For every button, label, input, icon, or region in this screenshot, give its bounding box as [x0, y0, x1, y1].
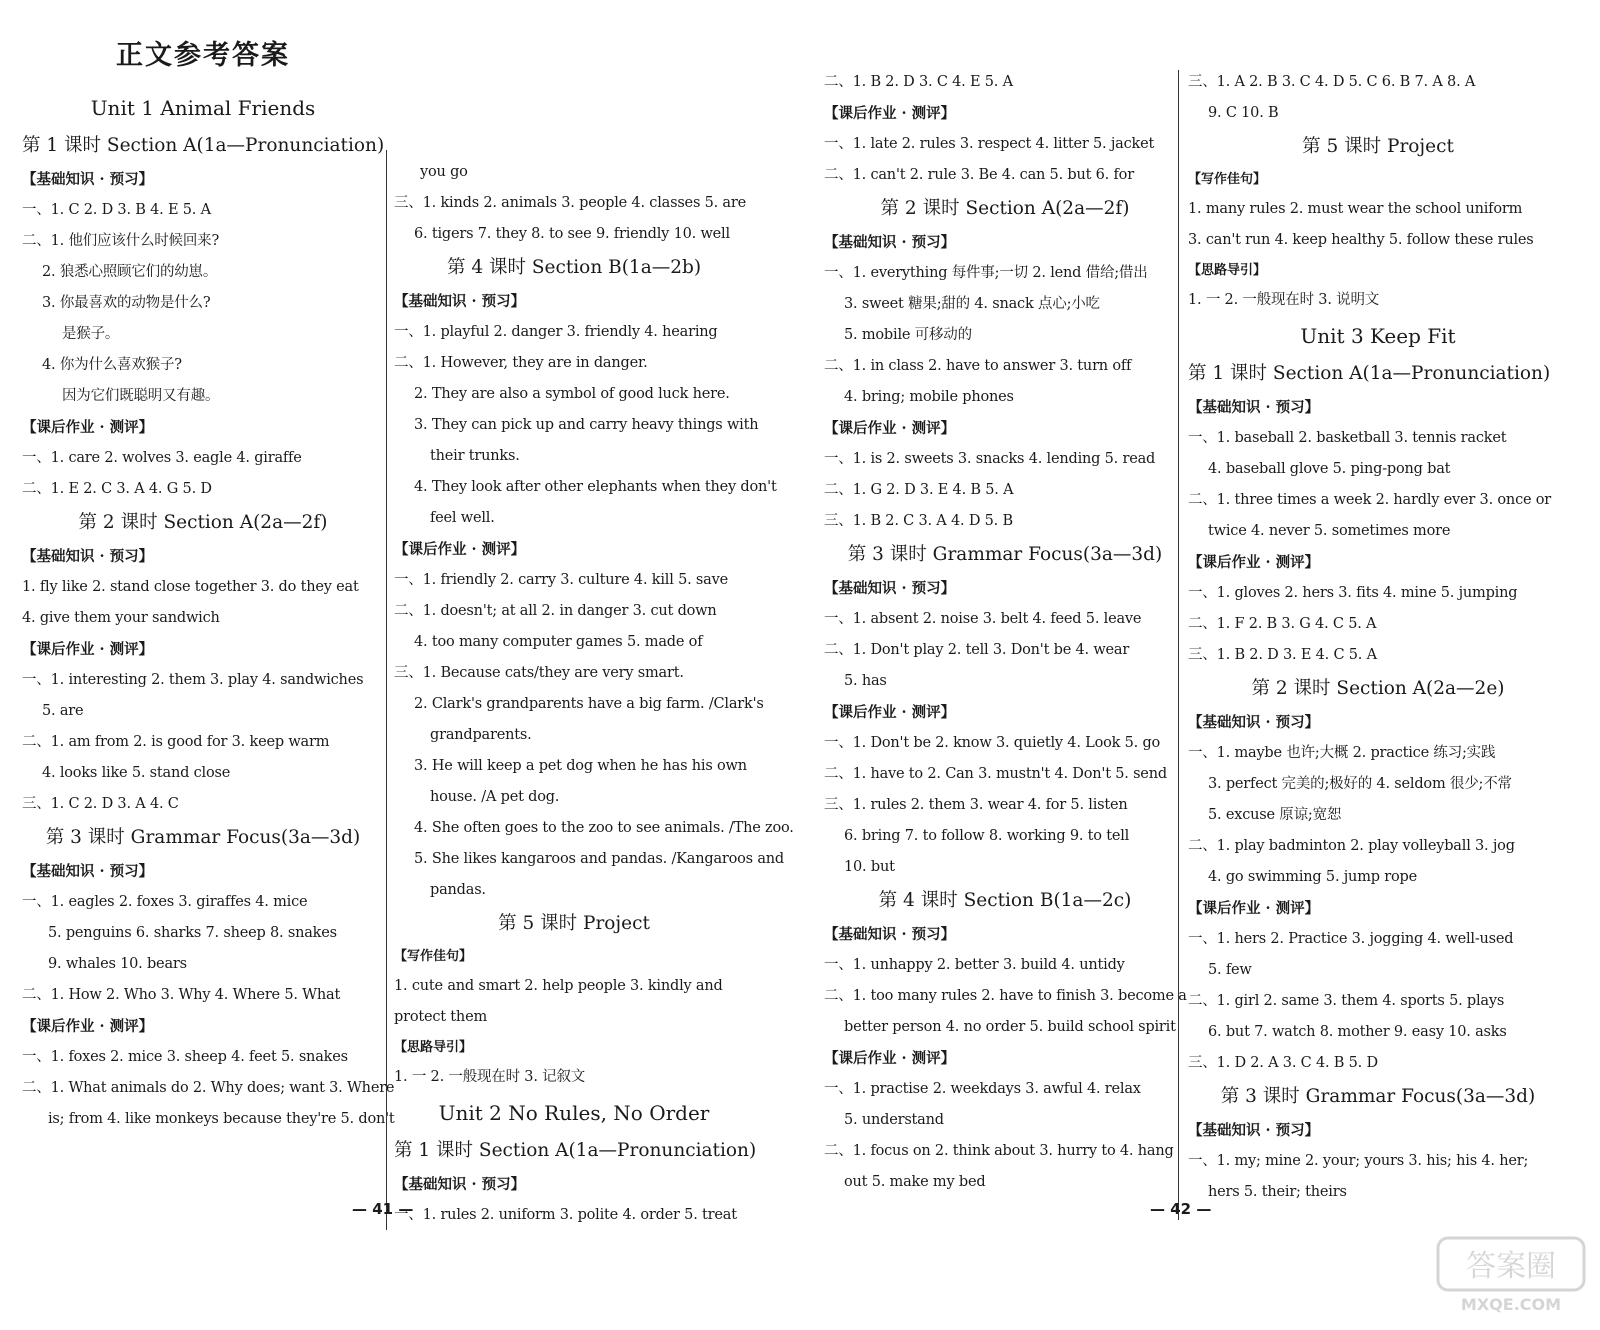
answer-line: 9. whales 10. bears: [48, 956, 187, 972]
u1l4-homework-heading: 【课后作业 · 测评】: [394, 541, 526, 558]
u1l4-preview-heading: 【基础知识 · 预习】: [394, 293, 526, 310]
u1l5-writing-heading: 【写作佳句】: [394, 949, 473, 964]
u2l3-preview-heading: 【基础知识 · 预习】: [824, 580, 956, 597]
u2-lesson-3-title: 第 3 课时 Grammar Focus(3a—3d): [847, 544, 1163, 565]
answer-line: 5. mobile 可移动的: [844, 327, 972, 343]
answer-line: 三、1. Because cats/they are very smart.: [394, 665, 684, 681]
u1-lesson-1-title: 第 1 课时 Section A(1a—Pronunciation): [22, 135, 385, 156]
u2l2-preview-heading: 【基础知识 · 预习】: [824, 234, 956, 251]
answer-line: 二、1. girl 2. same 3. them 4. sports 5. plays: [1188, 993, 1505, 1009]
u1l3-homework-heading: 【课后作业 · 测评】: [22, 1018, 154, 1035]
answer-line: 5. She likes kangaroos and pandas. /Kangaroos and: [414, 851, 784, 867]
answer-line: 一、1. playful 2. danger 3. friendly 4. hearing: [394, 324, 718, 340]
answer-line: 2. 狼悉心照顾它们的幼崽。: [42, 264, 218, 280]
u2l1-homework-heading: 【课后作业 · 测评】: [824, 105, 956, 122]
answer-line: 二、1. G 2. D 3. E 4. B 5. A: [824, 482, 1014, 498]
answer-line: 5. excuse 原谅;宽恕: [1208, 807, 1342, 823]
answer-line: pandas.: [430, 882, 486, 898]
answer-line: 一、1. interesting 2. them 3. play 4. sandwiches: [22, 672, 364, 688]
answer-line: 因为它们既聪明又有趣。: [62, 388, 220, 404]
answer-line: 1. fly like 2. stand close together 3. do they eat: [22, 579, 359, 595]
answer-line: 4. 你为什么喜欢猴子?: [42, 357, 182, 373]
answer-line: you go: [420, 164, 468, 180]
answer-line: 一、1. late 2. rules 3. respect 4. litter 5. jacket: [824, 136, 1155, 152]
answer-line: 4. bring; mobile phones: [844, 389, 1014, 405]
answer-line: 5. understand: [844, 1112, 944, 1128]
answer-line: 5. has: [844, 673, 887, 689]
u2l5-writing-heading: 【写作佳句】: [1188, 172, 1267, 187]
u3-lesson-2-title: 第 2 课时 Section A(2a—2e): [1251, 678, 1505, 699]
answer-line: 二、1. Don't play 2. tell 3. Don't be 4. wear: [824, 642, 1130, 658]
answer-line: 三、1. C 2. D 3. A 4. C: [22, 796, 179, 812]
answer-line: 二、1. too many rules 2. have to finish 3. become a: [824, 988, 1187, 1004]
u2l1-preview-heading: 【基础知识 · 预习】: [394, 1176, 526, 1193]
answer-line: 1. cute and smart 2. help people 3. kindly and: [394, 978, 723, 994]
unit-3-title: Unit 3 Keep Fit: [1300, 324, 1456, 348]
u2-lesson-4-title: 第 4 课时 Section B(1a—2c): [878, 890, 1132, 911]
u1-lesson-2-title: 第 2 课时 Section A(2a—2f): [78, 512, 328, 533]
answer-line: 二、1. F 2. B 3. G 4. C 5. A: [1188, 616, 1377, 632]
unit-1-title: Unit 1 Animal Friends: [90, 96, 316, 120]
u1l5-guide-heading: 【思路导引】: [394, 1040, 473, 1055]
answer-line: grandparents.: [430, 727, 532, 743]
answer-line: 三、1. A 2. B 3. C 4. D 5. C 6. B 7. A 8. A: [1188, 74, 1476, 90]
answer-line: 6. bring 7. to follow 8. working 9. to tell: [844, 828, 1130, 844]
answer-line: 是猴子。: [62, 326, 120, 342]
answer-line: 一、1. friendly 2. carry 3. culture 4. kill 5. save: [394, 572, 728, 588]
answer-line: twice 4. never 5. sometimes more: [1208, 523, 1451, 539]
answer-line: 三、1. D 2. A 3. C 4. B 5. D: [1188, 1055, 1378, 1071]
answer-line: 3. He will keep a pet dog when he has his own: [414, 758, 747, 774]
answer-line: 二、1. However, they are in danger.: [394, 355, 648, 371]
answer-line: 一、1. practise 2. weekdays 3. awful 4. relax: [824, 1081, 1141, 1097]
unit-2-title: Unit 2 No Rules, No Order: [438, 1101, 710, 1125]
answer-line: 一、1. absent 2. noise 3. belt 4. feed 5. leave: [824, 611, 1142, 627]
answer-line: 一、1. everything 每件事;一切 2. lend 借给;借出: [824, 265, 1148, 281]
u3l1-preview-heading: 【基础知识 · 预习】: [1188, 399, 1320, 416]
answer-line: 3. They can pick up and carry heavy things with: [414, 417, 759, 433]
answer-line: 4. baseball glove 5. ping-pong bat: [1208, 461, 1451, 477]
answer-line: 三、1. B 2. C 3. A 4. D 5. B: [824, 513, 1013, 529]
answer-line: 二、1. doesn't; at all 2. in danger 3. cut down: [394, 603, 717, 619]
answer-line: 三、1. kinds 2. animals 3. people 4. classes 5. are: [394, 195, 746, 211]
answer-line: 二、1. in class 2. have to answer 3. turn off: [824, 358, 1132, 374]
u3-lesson-1-title: 第 1 课时 Section A(1a—Pronunciation): [1188, 363, 1551, 384]
right-page-column-2: [1188, 67, 1568, 1208]
answer-line: is; from 4. like monkeys because they're 5. don't: [48, 1111, 395, 1127]
answer-line: 6. but 7. watch 8. mother 9. easy 10. asks: [1208, 1024, 1507, 1040]
u3l1-homework-heading: 【课后作业 · 测评】: [1188, 554, 1320, 571]
page-number-41: — 41 —: [352, 1200, 414, 1218]
answer-line: 一、1. is 2. sweets 3. snacks 4. lending 5. read: [824, 451, 1156, 467]
page-number-42: — 42 —: [1150, 1200, 1212, 1218]
answer-line: 三、1. B 2. D 3. E 4. C 5. A: [1188, 647, 1377, 663]
u2l4-preview-heading: 【基础知识 · 预习】: [824, 926, 956, 943]
column-divider: [386, 150, 387, 1230]
answer-line: 3. 你最喜欢的动物是什么?: [42, 295, 211, 311]
u3l3-preview-heading: 【基础知识 · 预习】: [1188, 1122, 1320, 1139]
u3l2-preview-heading: 【基础知识 · 预习】: [1188, 714, 1320, 731]
answer-line: 4. give them your sandwich: [22, 610, 220, 626]
u2-lesson-2-title: 第 2 课时 Section A(2a—2f): [880, 198, 1130, 219]
watermark-text: 答案圈: [1466, 1249, 1556, 1284]
page-41: [0, 0, 794, 1330]
u1l1-preview-heading: 【基础知识 · 预习】: [22, 171, 154, 188]
answer-line: 一、1. hers 2. Practice 3. jogging 4. well-used: [1188, 931, 1514, 947]
answer-line: 二、1. 他们应该什么时候回来?: [22, 233, 220, 249]
u2l5-guide-heading: 【思路导引】: [1188, 263, 1267, 278]
u1l2-homework-heading: 【课后作业 · 测评】: [22, 641, 154, 658]
answer-line: 一、1. care 2. wolves 3. eagle 4. giraffe: [22, 450, 302, 466]
column-divider: [1178, 70, 1179, 1220]
u1-lesson-4-title: 第 4 课时 Section B(1a—2b): [446, 257, 702, 278]
answer-line: hers 5. their; theirs: [1208, 1184, 1347, 1200]
answer-line: 4. too many computer games 5. made of: [414, 634, 703, 650]
answer-line: 一、1. C 2. D 3. B 4. E 5. A: [22, 202, 211, 218]
answer-line: 二、1. focus on 2. think about 3. hurry to 4. hang: [824, 1143, 1174, 1159]
answer-line: 二、1. E 2. C 3. A 4. G 5. D: [22, 481, 212, 497]
answer-line: 1. 一 2. 一般现在时 3. 记叙文: [394, 1069, 586, 1085]
answer-line: 一、1. maybe 也许;大概 2. practice 练习;实践: [1188, 745, 1496, 761]
u1l3-preview-heading: 【基础知识 · 预习】: [22, 863, 154, 880]
answer-line: 1. 一 2. 一般现在时 3. 说明文: [1188, 292, 1380, 308]
u1-lesson-5-title: 第 5 课时 Project: [498, 913, 650, 934]
watermark-logo-icon: [1436, 1236, 1586, 1316]
left-page-column-2: [394, 157, 794, 1231]
answer-line: feel well.: [430, 510, 495, 526]
answer-line: 一、1. baseball 2. basketball 3. tennis racket: [1188, 430, 1507, 446]
answer-line: 二、1. can't 2. rule 3. Be 4. can 5. but 6. for: [824, 167, 1134, 183]
answer-line: 三、1. rules 2. them 3. wear 4. for 5. listen: [824, 797, 1128, 813]
answer-line: 9. C 10. B: [1208, 105, 1279, 121]
answer-line: better person 4. no order 5. build school spirit: [844, 1019, 1176, 1035]
answer-line: 3. can't run 4. keep healthy 5. follow these rules: [1188, 232, 1534, 248]
answer-line: 二、1. How 2. Who 3. Why 4. Where 5. What: [22, 987, 341, 1003]
page-42: [810, 0, 1600, 1330]
answer-line: house. /A pet dog.: [430, 789, 560, 805]
answer-line: 二、1. have to 2. Can 3. mustn't 4. Don't 5. send: [824, 766, 1167, 782]
u1-lesson-3-title: 第 3 课时 Grammar Focus(3a—3d): [45, 827, 361, 848]
answer-line: 4. go swimming 5. jump rope: [1208, 869, 1417, 885]
answer-line: 二、1. B 2. D 3. C 4. E 5. A: [824, 74, 1013, 90]
answer-line: 1. many rules 2. must wear the school uniform: [1188, 201, 1523, 217]
watermark-logo: [1436, 1236, 1586, 1316]
answer-line: 5. penguins 6. sharks 7. sheep 8. snakes: [48, 925, 337, 941]
answer-line: out 5. make my bed: [844, 1174, 986, 1190]
answer-line: protect them: [394, 1009, 488, 1025]
u2l3-homework-heading: 【课后作业 · 测评】: [824, 704, 956, 721]
answer-line: 4. looks like 5. stand close: [42, 765, 231, 781]
left-page-column-1: [22, 0, 395, 1135]
answer-line: 2. They are also a symbol of good luck here.: [414, 386, 730, 402]
u2-lesson-5-title: 第 5 课时 Project: [1302, 136, 1454, 157]
answer-line: 3. sweet 糖果;甜的 4. snack 点心;小吃: [844, 296, 1100, 312]
answer-line: 10. but: [844, 859, 895, 875]
right-page-column-1: [824, 67, 1186, 1198]
answer-line: 二、1. What animals do 2. Why does; want 3. Where: [22, 1080, 395, 1096]
u2-lesson-1-title: 第 1 课时 Section A(1a—Pronunciation): [394, 1140, 757, 1161]
u2l2-homework-heading: 【课后作业 · 测评】: [824, 420, 956, 437]
u1l2-preview-heading: 【基础知识 · 预习】: [22, 548, 154, 565]
page-title: 正文参考答案: [116, 40, 290, 71]
answer-line: 一、1. Don't be 2. know 3. quietly 4. Look 5. go: [824, 735, 1161, 751]
u3l2-homework-heading: 【课后作业 · 测评】: [1188, 900, 1320, 917]
answer-line: 一、1. gloves 2. hers 3. fits 4. mine 5. jumping: [1188, 585, 1518, 601]
answer-line: 2. Clark's grandparents have a big farm. /Clark's: [414, 696, 764, 712]
answer-line: 4. They look after other elephants when they don't: [414, 479, 777, 495]
answer-line: 一、1. eagles 2. foxes 3. giraffes 4. mice: [22, 894, 308, 910]
watermark-url: MXQE.COM: [1460, 1295, 1562, 1314]
answer-line: 一、1. unhappy 2. better 3. build 4. untidy: [824, 957, 1125, 973]
u1l1-homework-heading: 【课后作业 · 测评】: [22, 419, 154, 436]
answer-line: 一、1. my; mine 2. your; yours 3. his; his 4. her;: [1188, 1153, 1529, 1169]
u3-lesson-3-title: 第 3 课时 Grammar Focus(3a—3d): [1220, 1086, 1536, 1107]
answer-line: 5. are: [42, 703, 84, 719]
answer-line: 4. She often goes to the zoo to see animals. /The zoo.: [414, 820, 794, 836]
answer-line: 一、1. foxes 2. mice 3. sheep 4. feet 5. snakes: [22, 1049, 348, 1065]
answer-line: 3. perfect 完美的;极好的 4. seldom 很少;不常: [1208, 776, 1512, 792]
answer-line: 二、1. three times a week 2. hardly ever 3. once or: [1188, 492, 1552, 508]
answer-line: 一、1. rules 2. uniform 3. polite 4. order 5. treat: [394, 1207, 737, 1223]
answer-line: 二、1. am from 2. is good for 3. keep warm: [22, 734, 330, 750]
answer-line: 5. few: [1208, 962, 1252, 978]
answer-line: 6. tigers 7. they 8. to see 9. friendly 10. well: [414, 226, 730, 242]
u2l4-homework-heading: 【课后作业 · 测评】: [824, 1050, 956, 1067]
answer-line: 二、1. play badminton 2. play volleyball 3. jog: [1188, 838, 1515, 854]
answer-line: their trunks.: [430, 448, 520, 464]
